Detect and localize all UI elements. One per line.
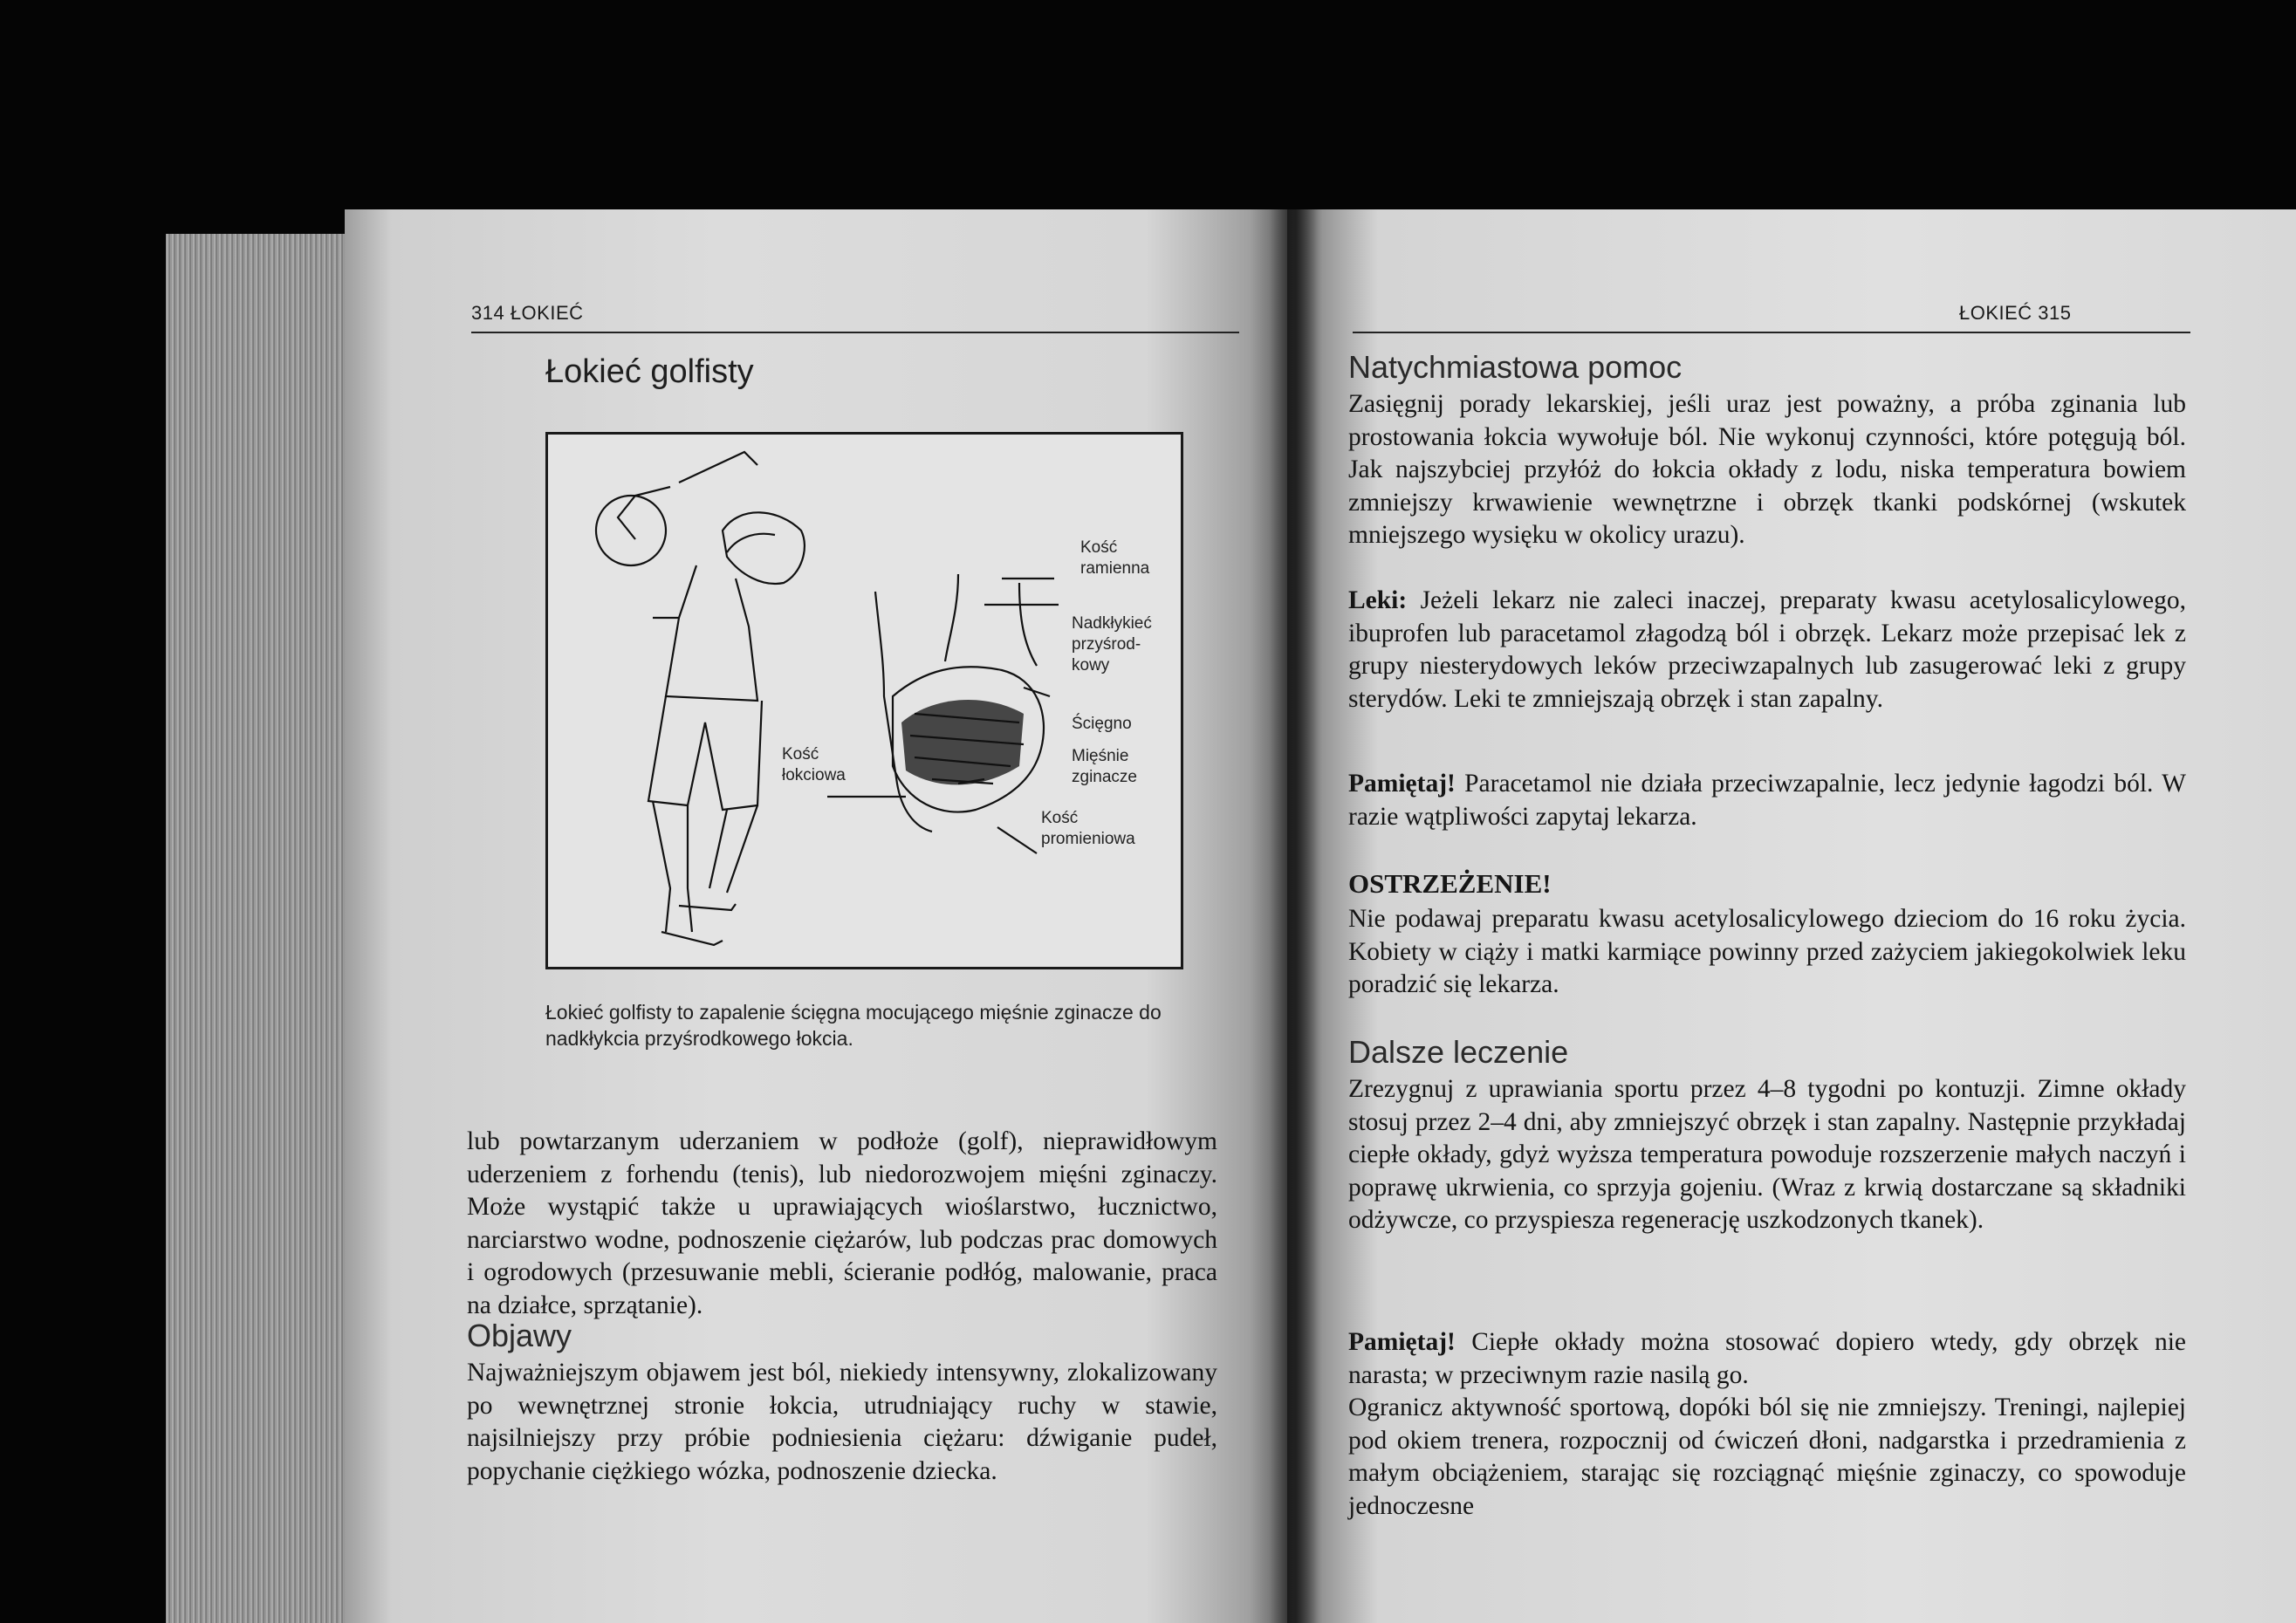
label-kosc-ramienna: Kość ramienna: [1080, 538, 1150, 578]
label-kosc-lokciowa: Kość łokciowa: [782, 745, 846, 784]
label-miesnie-zginacze: Mięśnie zginacze: [1072, 747, 1137, 786]
golfer-elbow-illustration: [548, 435, 1181, 967]
ostrzezenie-heading: OSTRZEŻENIE!: [1348, 868, 1552, 899]
label-kosc-promieniowa: Kość promieniowa: [1041, 809, 1135, 848]
left-page: [345, 209, 1287, 1623]
right-header-rule: [1353, 332, 2190, 333]
left-running-header: 314 ŁOKIEĆ: [471, 302, 584, 324]
leki-paragraph: [1348, 585, 2186, 716]
right-running-header: ŁOKIEĆ 315: [1959, 302, 2072, 324]
pomoc-heading: Natychmiastowa pomoc: [1348, 349, 1683, 385]
ostrzezenie-paragraph: Nie podawaj preparatu kwasu acetylosalicylowego dzieciom do 16 roku życia. Kobiety w ciąży i matki karmiące powinny przed zażyciem jakiegokolwiek leku poradzić się lekarza.: [1348, 905, 2186, 998]
pamietaj-1-paragraph: [1348, 768, 2186, 833]
label-sciegno: Ścięgno: [1072, 715, 1132, 733]
right-page: [1287, 209, 2296, 1623]
figure-box: [545, 432, 1183, 969]
dalsze-leczenie-paragraph: Zrezygnuj z uprawiania sportu przez 4–8 tygodni po kontuzji. Zimne okłady stosuj przez 2–4 dni, aby zmniejszyć obrzęk i stan zapalny. Następnie przykładaj ciepłe okłady, gdyż wyższa temperatura powoduje rozszerzenie małych naczyń i poprawę ukrwienia, co sprzyja gojeniu. (Wraz z krwią dostarczane są składniki odżywcze, co przyspiesza regenerację uszkodzonych tkanek).: [1348, 1075, 2186, 1234]
pamietaj-2-label: Pamiętaj!: [1348, 1328, 1456, 1356]
pamietaj-1-label: Pamiętaj!: [1348, 770, 1456, 798]
pamietaj-2-text: Ciepłe okłady można stosować dopiero wtedy, gdy obrzęk nie narasta; w przeciwnym razie nasilą go.: [1348, 1328, 2187, 1389]
left-header-rule: [471, 332, 1239, 333]
book-page-edges: [166, 234, 367, 1623]
objawy-heading: Objawy: [467, 1318, 572, 1353]
left-paragraph-1: lub powtarzanym uderzaniem w podłoże (golf), nieprawidłowym uderzeniem z forhendu (tenis), lub niedorozwojem mięśni zginaczy. Może wystąpić także u uprawiających wioślarstwo, łucznictwo, narciarstwo wodne, podnoszenie ciężarów, lub podczas prac domowych i ogrodowych (przesuwanie mebli, ścieranie podłóg, malowanie, praca na działce, sprzątanie).: [467, 1127, 1217, 1319]
figure-caption: Łokieć golfisty to zapalenie ścięgna mocującego mięśnie zginacze do nadkłykcia przyśrodkowego łokcia.: [545, 1001, 1162, 1050]
leki-label: Leki:: [1348, 586, 1408, 614]
book-gutter-shadow: [1270, 209, 1322, 1623]
pamietaj-1-text: Paracetamol nie działa przeciwzapalnie, lecz jedynie łagodzi ból. W razie wątpliwości zapytaj lekarza.: [1348, 770, 2186, 831]
objawy-paragraph: Najważniejszym objawem jest ból, niekiedy intensywny, zlokalizowany po wewnętrznej stronie łokcia, utrudniający ruchy w stawie, najsilniejszy przy próbie podniesienia ciężaru: dźwiganie pudeł, popychanie ciężkiego wózka, podnoszenie dziecka.: [467, 1359, 1217, 1485]
dalsze-leczenie-heading: Dalsze leczenie: [1348, 1034, 1569, 1070]
pomoc-paragraph: Zasięgnij porady lekarskiej, jeśli uraz jest poważny, a próba zginania lub prostowania łokcia wywołuje ból. Nie wykonuj czynności, które potęgują ból. Jak najszybciej przyłóż do łokcia okłady z lodu, niska temperatura bowiem zmniejszy krwawienie wewnętrzne i obrzęk tkanki podskórnej (wskutek mniejszego wysięku w okolicy urazu).: [1348, 390, 2186, 549]
leki-text: Jeżeli lekarz nie zaleci inaczej, preparaty kwasu acetylosalicylowego, ibuprofen lub paracetamol złagodzą ból i obrzęk. Lekarz może przepisać lek z grupy niesterydowych leków przeciwzapalnych lub zasugerować leki z grupy sterydów. Leki te zmniejszają obrzęk i stan zapalny.: [1348, 586, 2187, 713]
pamietaj-2-paragraph: [1348, 1326, 2186, 1392]
final-paragraph: Ogranicz aktywność sportową, dopóki ból się nie zmniejszy. Treningi, najlepiej pod okiem trenera, rozpocznij od ćwiczeń dłoni, nadgarstka i przedramienia z małym obciążeniem, starając się rozciągnąć mięśnie zginaczy, co spowoduje jednoczesne: [1348, 1394, 2186, 1520]
label-nadklykiec: Nadkłykieć przyśrod- kowy: [1072, 614, 1152, 675]
article-title: Łokieć golfisty: [545, 353, 754, 390]
